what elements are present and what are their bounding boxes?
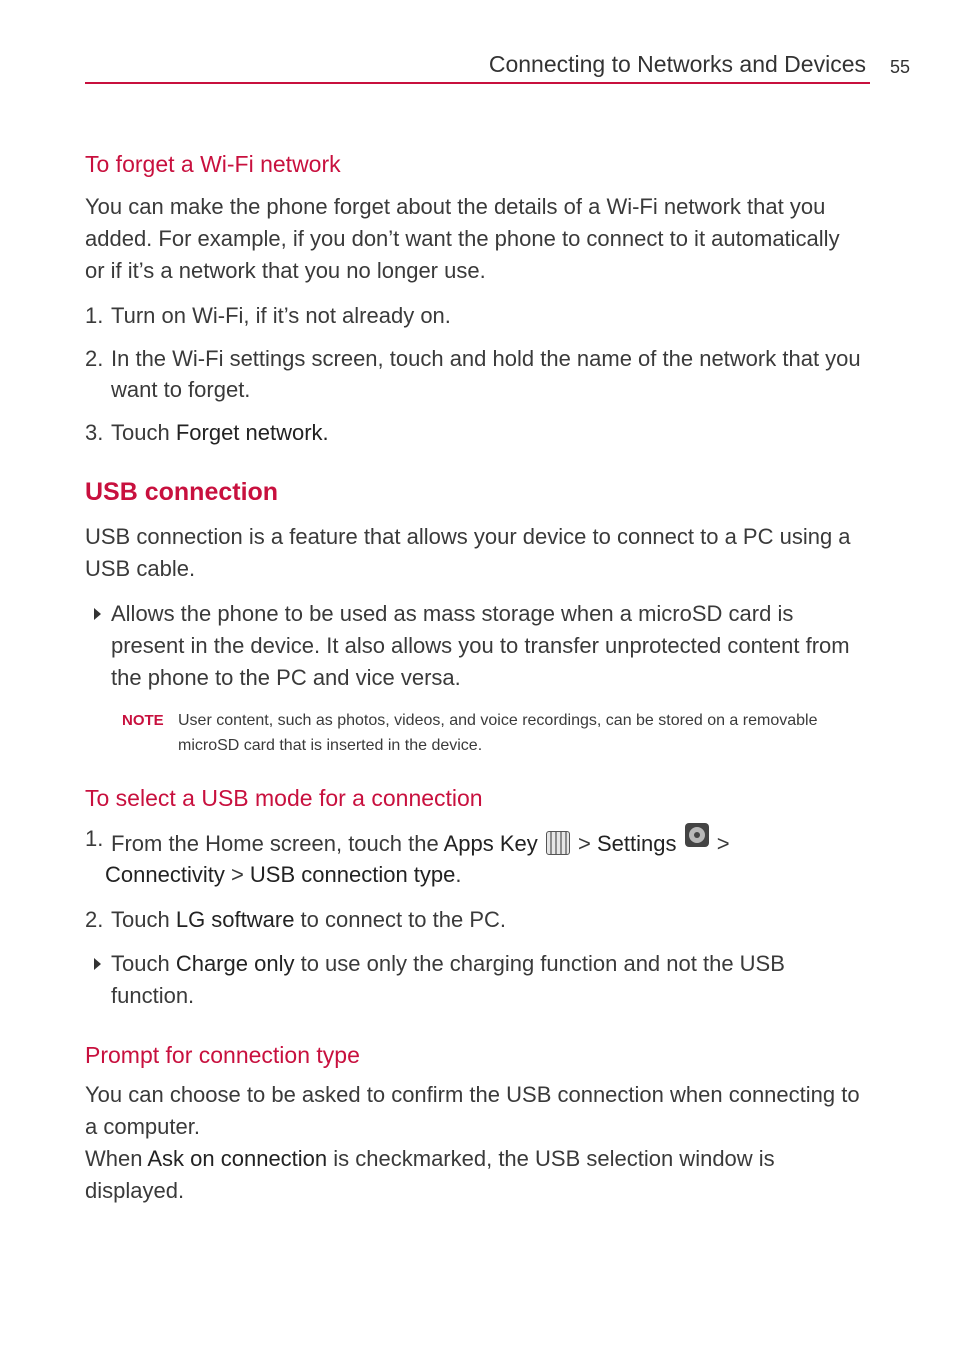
connectivity-label: Connectivity	[105, 862, 225, 887]
note-text: User content, such as photos, videos, and voice recordings, can be stored on a removable microSD card that is inserted in the device.	[178, 712, 818, 754]
forget-wifi-heading: To forget a Wi-Fi network	[85, 151, 341, 177]
step-text	[105, 823, 865, 890]
prompt-when: When	[85, 1146, 148, 1171]
step-text	[111, 417, 865, 448]
note-label: NOTE	[122, 712, 164, 729]
charge-only-bullet	[85, 948, 865, 1012]
usb-mode-step-2	[85, 904, 865, 935]
charge-only-label: Charge only	[175, 951, 295, 976]
forget-step-1	[85, 300, 865, 331]
page-header	[85, 48, 870, 84]
page-number: 55	[890, 57, 911, 77]
bullet-text	[111, 948, 865, 1012]
prompt-suffix: is checkmarked, the USB selection window is displayed.	[85, 1146, 775, 1203]
bullet-prefix: Touch	[111, 951, 176, 976]
bullet-text: Allows the phone to be used as mass storage when a microSD card is present in the device. It also allows you to transfer unprotected content from the phone to the PC and vice versa.	[111, 601, 850, 690]
separator: >	[710, 831, 730, 856]
settings-icon	[685, 823, 709, 847]
page-content	[85, 148, 865, 1207]
usb-mode-heading: To select a USB mode for a connection	[85, 785, 483, 811]
step-number: 1.	[85, 303, 104, 328]
step-number: 1.	[85, 826, 104, 851]
header-title: Connecting to Networks and Devices	[488, 51, 866, 77]
step-prefix: Touch	[111, 907, 176, 932]
apps-key-label: Apps Key	[443, 831, 538, 856]
usb-connection-type-label: USB connection type	[249, 862, 456, 887]
prompt-line-2	[85, 1143, 865, 1207]
step-text: In the Wi-Fi settings screen, touch and hold the name of the network that you want to forget.	[111, 346, 861, 402]
prompt-line-1: You can choose to be asked to confirm the USB connection when connecting to a computer.	[85, 1082, 860, 1139]
forget-step-2	[85, 343, 865, 405]
step-text-part: From the Home screen, touch the	[111, 831, 444, 856]
step-number: 3.	[85, 420, 104, 445]
lg-software-label: LG software	[175, 907, 295, 932]
settings-label: Settings	[596, 831, 677, 856]
step-number: 2.	[85, 346, 104, 371]
forget-wifi-intro: You can make the phone forget about the details of a Wi-Fi network that you added. For example, if you don’t want the phone to connect to it automatically or if it’s a network that you no longer use.	[85, 194, 840, 283]
step-suffix: to connect to the PC.	[294, 907, 507, 932]
step-end: .	[455, 862, 462, 887]
forget-step-3	[85, 417, 865, 448]
usb-mode-step-1	[85, 823, 865, 890]
step-text: Turn on Wi-Fi, if it’s not already on.	[111, 303, 451, 328]
apps-key-icon	[546, 831, 570, 855]
usb-bullet	[85, 598, 865, 694]
separator: >	[224, 862, 250, 887]
bullet-suffix: to use only the charging function and not the USB function.	[111, 951, 785, 1008]
step-number: 2.	[85, 907, 104, 932]
forget-network-label: Forget network.	[175, 420, 329, 445]
step-prefix: Touch	[111, 420, 176, 445]
prompt-heading: Prompt for connection type	[85, 1042, 360, 1068]
step-text	[111, 904, 865, 935]
ask-on-connection-label: Ask on connection	[147, 1146, 328, 1171]
usb-intro: USB connection is a feature that allows your device to connect to a PC using a USB cable.	[85, 524, 851, 581]
usb-connection-heading: USB connection	[85, 478, 279, 506]
triangle-right-icon	[85, 598, 111, 694]
triangle-right-icon	[85, 948, 111, 1012]
separator: >	[571, 831, 597, 856]
usb-note	[122, 708, 865, 758]
